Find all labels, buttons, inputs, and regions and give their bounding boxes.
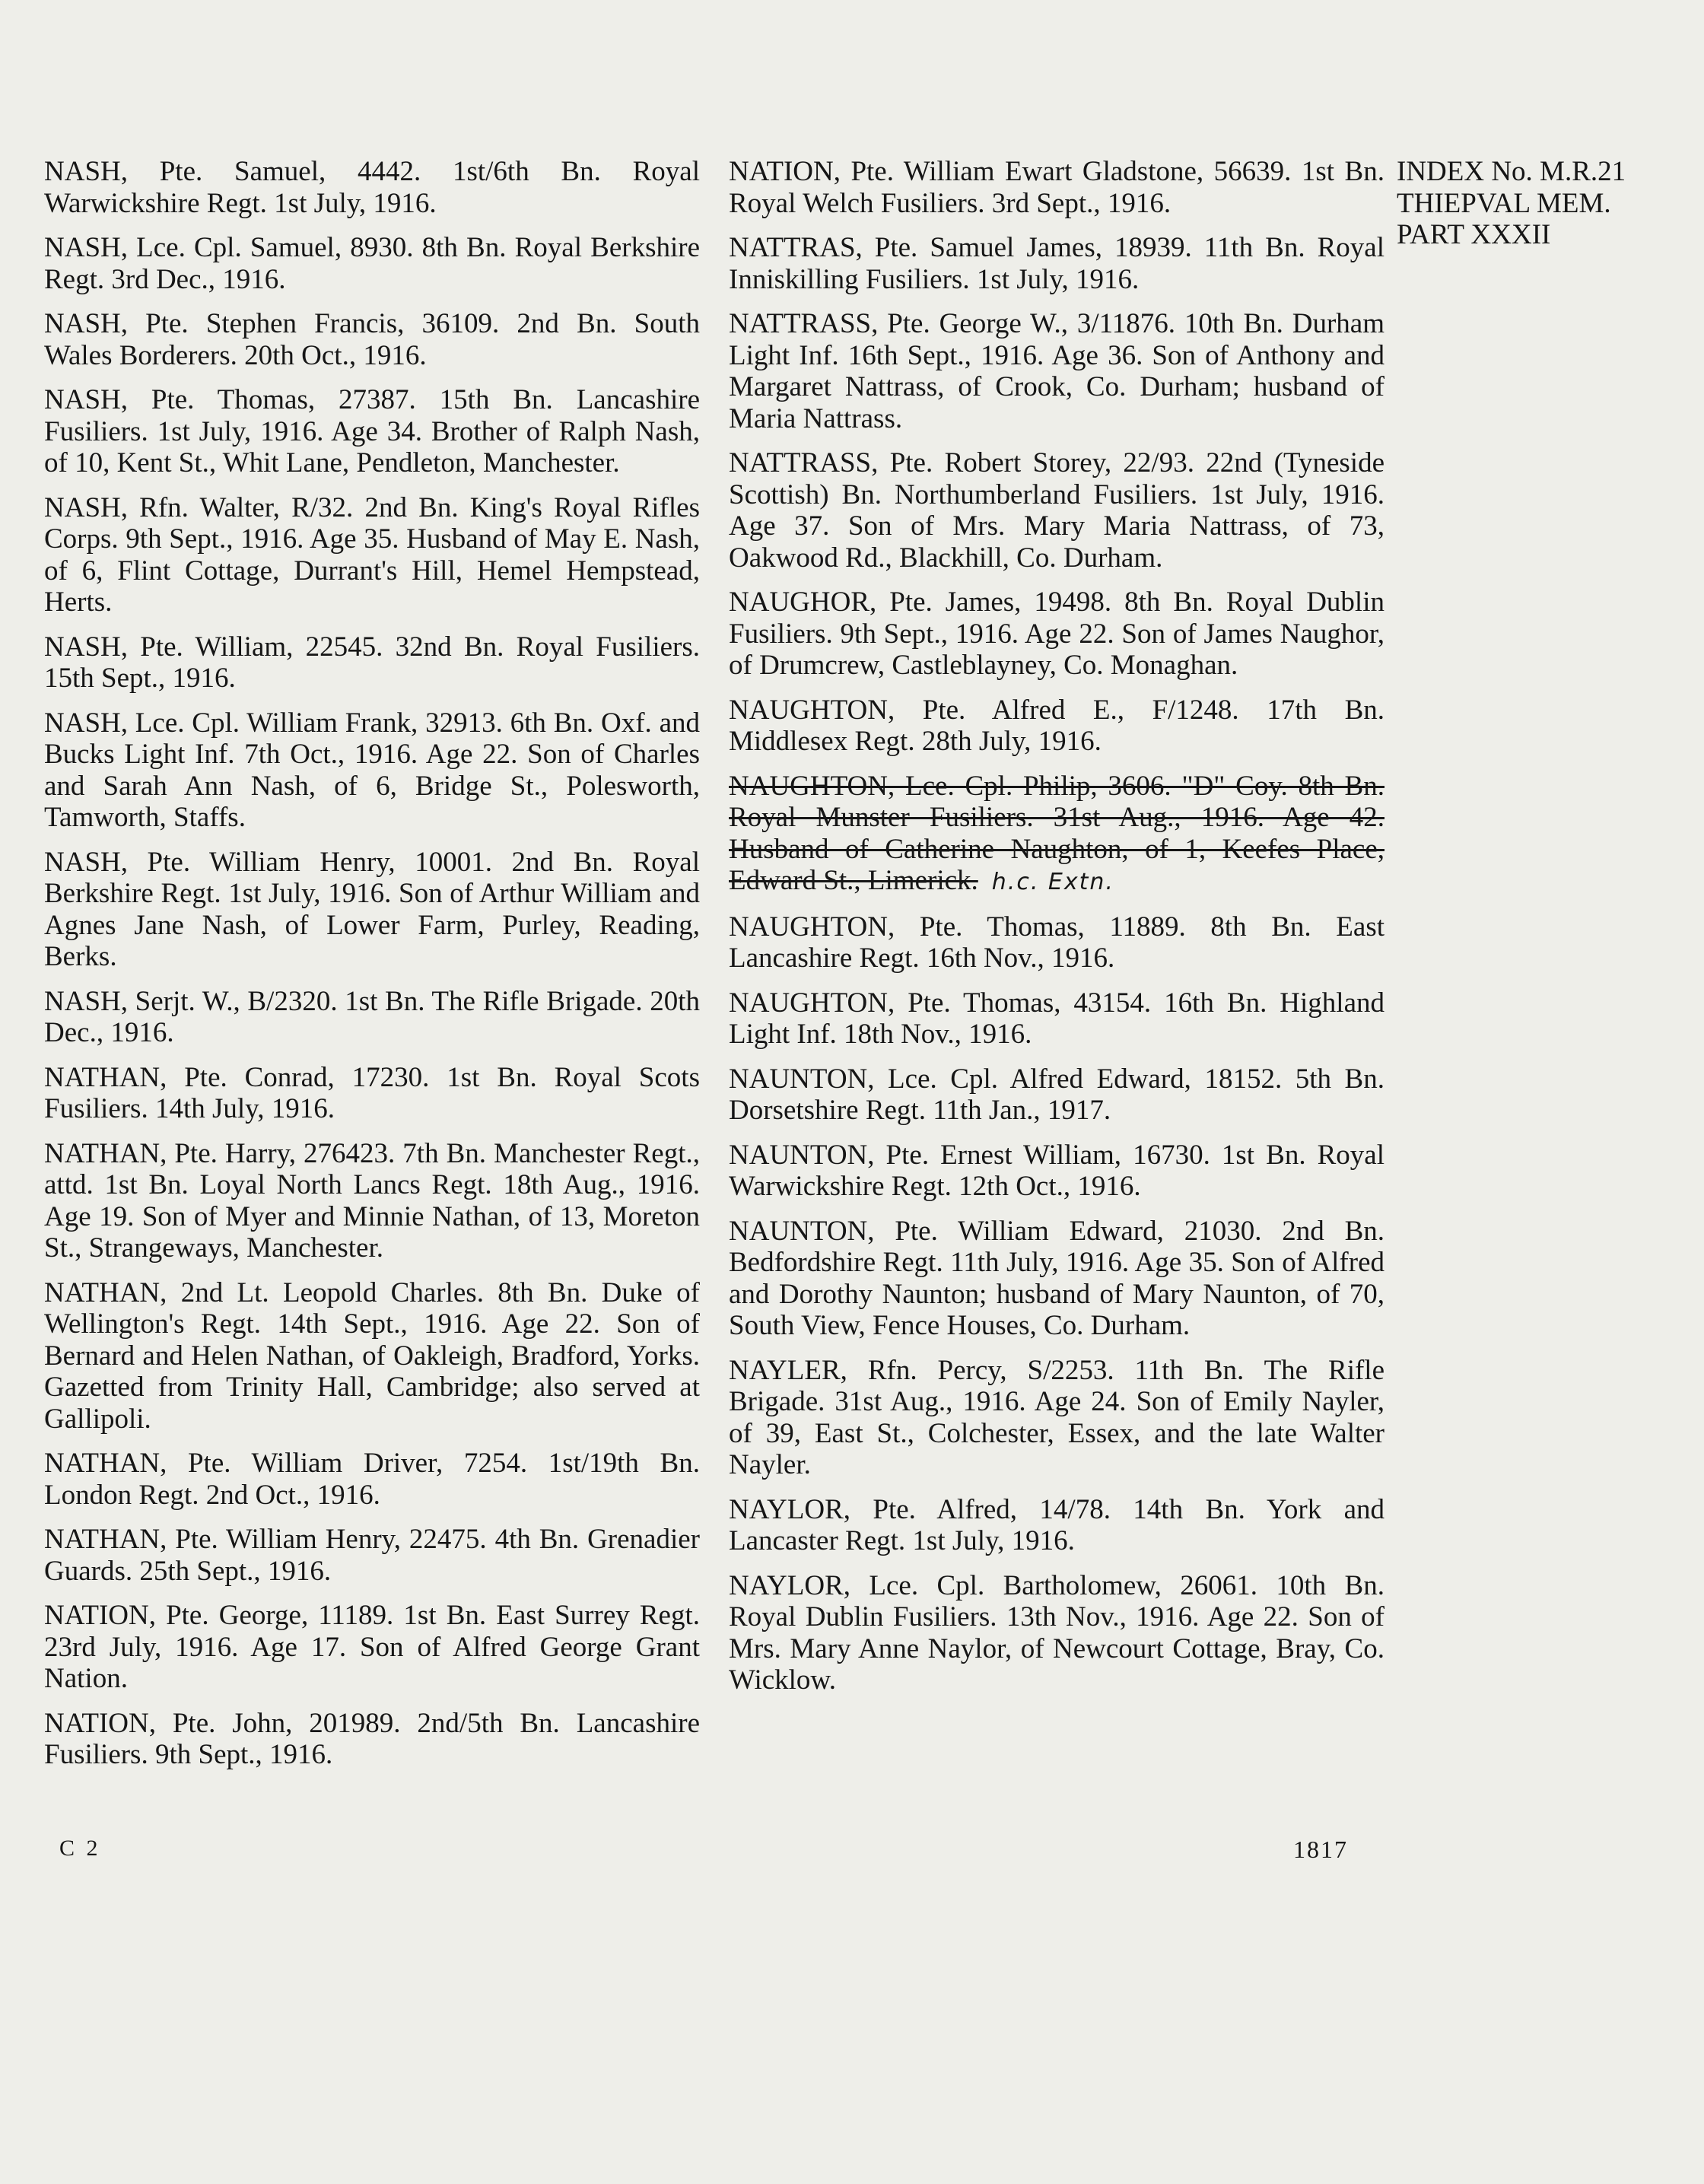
register-entry: NASH, Serjt. W., B/2320. 1st Bn. The Rifle Brigade. 20th Dec., 1916. [44,985,700,1048]
page-number: 1817 [1293,1836,1348,1863]
register-entry: NASH, Pte. Samuel, 4442. 1st/6th Bn. Royal Warwickshire Regt. 1st July, 1916. [44,156,700,219]
register-entry: NASH, Pte. Thomas, 27387. 15th Bn. Lancashire Fusiliers. 1st July, 1916. Age 34. Brother of Ralph Nash, of 10, Kent St., Whit Lane, Pendleton, Manchester. [44,384,700,478]
register-entry: NASH, Lce. Cpl. Samuel, 8930. 8th Bn. Royal Berkshire Regt. 3rd Dec., 1916. [44,232,700,295]
register-entry: NAUNTON, Pte. William Edward, 21030. 2nd Bn. Bedfordshire Regt. 11th July, 1916. Age 35. Son of Alfred and Dorothy Naunton; husband of Mary Naunton, of 70, South View, Fence Houses, Co. Durham. [729,1215,1384,1341]
register-entry: NATTRAS, Pte. Samuel James, 18939. 11th Bn. Royal Inniskilling Fusiliers. 1st July, 1916. [729,232,1384,295]
register-entry: NATHAN, 2nd Lt. Leopold Charles. 8th Bn. Duke of Wellington's Regt. 14th Sept., 1916. Age 22. Son of Bernard and Helen Nathan, of Oakleigh, Bradford, Yorks. Gazetted from Trinity Hall, Cambridge; also served at Gallipoli. [44,1276,700,1435]
register-entry: NASH, Pte. William Henry, 10001. 2nd Bn. Royal Berkshire Regt. 1st July, 1916. Son of Arthur William and Agnes Jane Nash, of Lower Farm, Purley, Reading, Berks. [44,846,700,972]
index-number: INDEX No. M.R.21 [1397,156,1626,187]
struck-register-entry [729,771,1384,898]
register-entry: NASH, Rfn. Walter, R/32. 2nd Bn. King's Royal Rifles Corps. 9th Sept., 1916. Age 35. Husband of May E. Nash, of 6, Flint Cottage, Durrant's Hill, Hemel Hempstead, Herts. [44,491,700,618]
register-entry: NAYLOR, Pte. Alfred, 14/78. 14th Bn. York and Lancaster Regt. 1st July, 1916. [729,1493,1384,1556]
register-entry: NAUGHTON, Pte. Thomas, 43154. 16th Bn. Highland Light Inf. 18th Nov., 1916. [729,987,1384,1050]
register-entry: NAUGHTON, Pte. Thomas, 11889. 8th Bn. East Lancashire Regt. 16th Nov., 1916. [729,911,1384,974]
register-entry: NAUGHTON, Pte. Alfred E., F/1248. 17th Bn. Middlesex Regt. 28th July, 1916. [729,694,1384,757]
printer-signature: C 2 [59,1836,101,1861]
part-number: PART XXXII [1397,219,1551,250]
memorial-name: THIEPVAL MEM. [1397,187,1611,219]
register-entry: NATION, Pte. William Ewart Gladstone, 56639. 1st Bn. Royal Welch Fusiliers. 3rd Sept., 1916. [729,156,1384,219]
register-entry: NAYLOR, Lce. Cpl. Bartholomew, 26061. 10th Bn. Royal Dublin Fusiliers. 13th Nov., 1916. Age 22. Son of Mrs. Mary Anne Naylor, of Newcourt Cottage, Bray, Co. Wicklow. [729,1569,1384,1696]
register-entry: NASH, Lce. Cpl. William Frank, 32913. 6th Bn. Oxf. and Bucks Light Inf. 7th Oct., 1916. Age 22. Son of Charles and Sarah Ann Nash, of 6, Bridge St., Polesworth, Tamworth, Staffs. [44,707,700,833]
register-entry: NATION, Pte. George, 11189. 1st Bn. East Surrey Regt. 23rd July, 1916. Age 17. Son of Alfred George Grant Nation. [44,1600,700,1694]
register-entry: NATION, Pte. John, 201989. 2nd/5th Bn. Lancashire Fusiliers. 9th Sept., 1916. [44,1707,700,1770]
register-entry: NATHAN, Pte. Conrad, 17230. 1st Bn. Royal Scots Fusiliers. 14th July, 1916. [44,1061,700,1124]
register-entry: NATTRASS, Pte. George W., 3/11876. 10th Bn. Durham Light Inf. 16th Sept., 1916. Age 36. Son of Anthony and Margaret Nattrass, of Crook, Co. Durham; husband of Maria Nattrass. [729,308,1384,434]
register-entry: NASH, Pte. Stephen Francis, 36109. 2nd Bn. South Wales Borderers. 20th Oct., 1916. [44,308,700,371]
register-entry: NAUNTON, Pte. Ernest William, 16730. 1st Bn. Royal Warwickshire Regt. 12th Oct., 1916. [729,1139,1384,1202]
register-entry: NAYLER, Rfn. Percy, S/2253. 11th Bn. The Rifle Brigade. 31st Aug., 1916. Age 24. Son of Emily Nayler, of 39, East St., Colchester, Essex, and the late Walter Nayler. [729,1354,1384,1480]
register-entry: NATHAN, Pte. William Henry, 22475. 4th Bn. Grenadier Guards. 25th Sept., 1916. [44,1524,700,1587]
register-entry: NAUNTON, Lce. Cpl. Alfred Edward, 18152. 5th Bn. Dorsetshire Regt. 11th Jan., 1917. [729,1063,1384,1126]
right-column [729,156,1384,1709]
register-entry: NATHAN, Pte. William Driver, 7254. 1st/19th Bn. London Regt. 2nd Oct., 1916. [44,1448,700,1511]
register-entry: NATTRASS, Pte. Robert Storey, 22/93. 22nd (Tyneside Scottish) Bn. Northumberland Fusiliers. 1st July, 1916. Age 37. Son of Mrs. Mary Maria Nattrass, of 73, Oakwood Rd., Blackhill, Co. Durham. [729,447,1384,574]
left-column [44,156,700,1784]
register-entry: NATHAN, Pte. Harry, 276423. 7th Bn. Manchester Regt., attd. 1st Bn. Loyal North Lancs Regt. 18th Aug., 1916. Age 19. Son of Myer and Minnie Nathan, of 13, Moreton St., Strangeways, Manchester. [44,1137,700,1264]
struck-entry-text: NAUGHTON, Lce. Cpl. Philip, 3606. "D" Coy. 8th Bn. Royal Munster Fusiliers. 31st Aug., 1916. Age 42. Husband of Catherine Naughton, of 1, Keefes Place, Edward St., Limerick. [729,770,1384,896]
register-entry: NAUGHOR, Pte. James, 19498. 8th Bn. Royal Dublin Fusiliers. 9th Sept., 1916. Age 22. Son of James Naughor, of Drumcrew, Castleblayney, Co. Monaghan. [729,587,1384,681]
register-entry: NASH, Pte. William, 22545. 32nd Bn. Royal Fusiliers. 15th Sept., 1916. [44,631,700,694]
handwritten-annotation: h.c. Extn. [991,869,1114,895]
index-reference [1397,156,1693,251]
